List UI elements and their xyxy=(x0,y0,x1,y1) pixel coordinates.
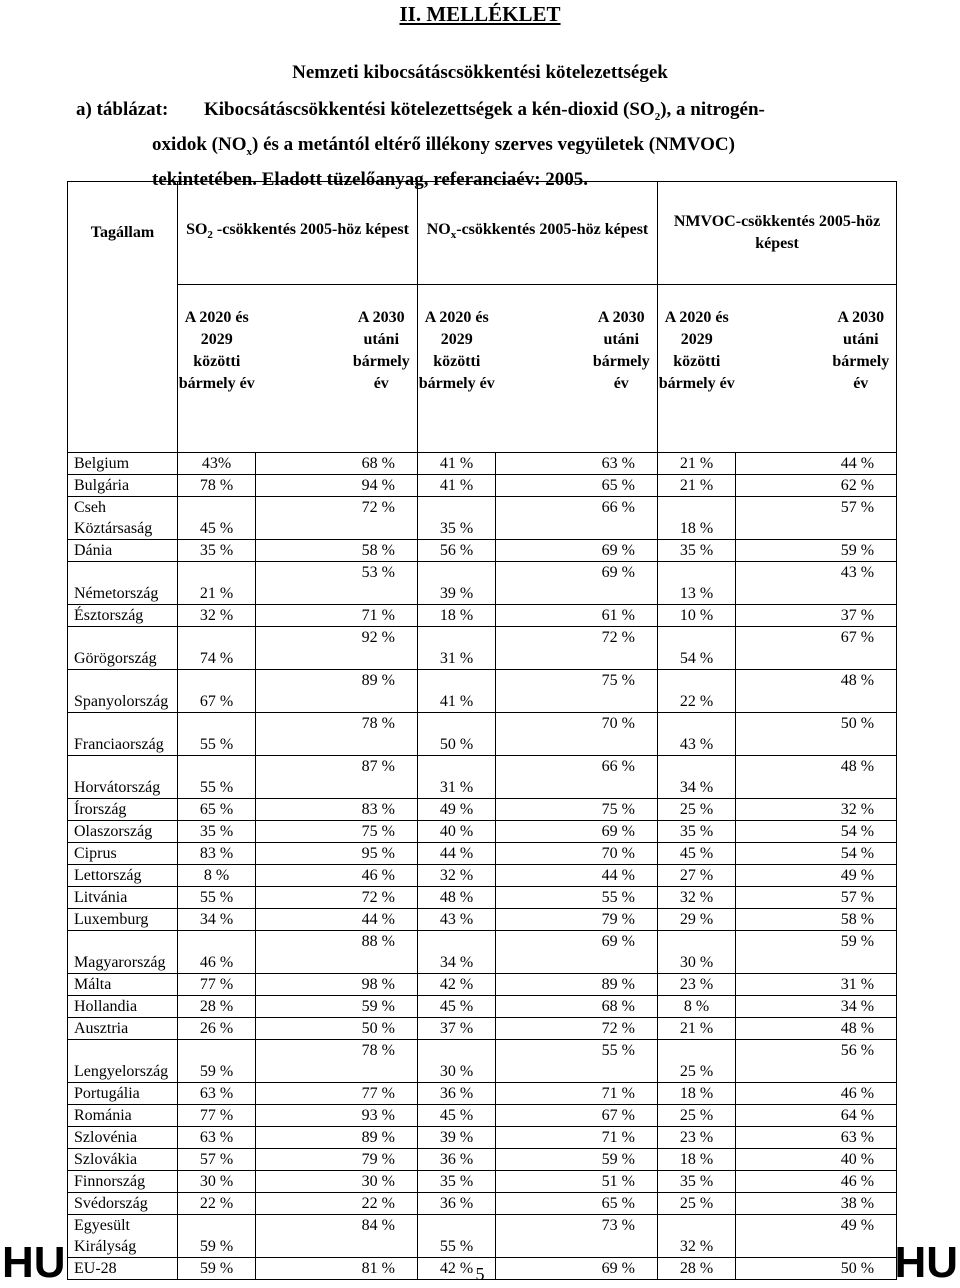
country-name: Svédország xyxy=(68,1192,178,1214)
so2-2020-value: 22 % xyxy=(178,1192,256,1214)
so2-2030-value: 30 % xyxy=(256,1170,418,1192)
nox-2030-value: 79 % xyxy=(496,908,658,930)
so2-2030-value: 84 % xyxy=(256,1214,418,1257)
so2-2020-value: 59 % xyxy=(178,1039,256,1082)
so2-2030-value: 78 % xyxy=(256,712,418,755)
so2-2020-value: 83 % xyxy=(178,842,256,864)
table-row xyxy=(68,1017,897,1039)
country-name: Ciprus xyxy=(68,842,178,864)
nox-2020-value: 45 % xyxy=(418,995,496,1017)
nox-2020-value: 31 % xyxy=(418,626,496,669)
nox-2020-value: 34 % xyxy=(418,930,496,973)
nox-2030-value: 69 % xyxy=(496,820,658,842)
table-row xyxy=(68,1039,897,1082)
so2-2020-value: 63 % xyxy=(178,1082,256,1104)
nox-2030-value: 75 % xyxy=(496,798,658,820)
header-row-1 xyxy=(68,182,897,285)
so2-2020-value: 30 % xyxy=(178,1170,256,1192)
so2-2020-value: 55 % xyxy=(178,886,256,908)
table-row xyxy=(68,496,897,539)
so2-2030-value: 83 % xyxy=(256,798,418,820)
table-row xyxy=(68,1214,897,1257)
nmvoc-2030-value: 49 % xyxy=(736,864,897,886)
nmvoc-2030-value: 57 % xyxy=(736,496,897,539)
nox-header-sub: x xyxy=(450,229,457,242)
nmvoc-2030-value: 48 % xyxy=(736,669,897,712)
so2-2030-value: 87 % xyxy=(256,755,418,798)
nox-2020-value: 35 % xyxy=(418,496,496,539)
nmvoc-2030-value: 31 % xyxy=(736,973,897,995)
emission-reduction-table xyxy=(67,181,897,1280)
nox-2020-value: 49 % xyxy=(418,798,496,820)
nox-2030-value: 68 % xyxy=(496,995,658,1017)
nmvoc-2020-value: 27 % xyxy=(658,864,736,886)
country-name: Olaszország xyxy=(68,820,178,842)
nox-2030-header: A 2030 utáni bármely év xyxy=(496,284,658,452)
country-name: Franciaország xyxy=(68,712,178,755)
nmvoc-2020-value: 29 % xyxy=(658,908,736,930)
nox-2030-value: 61 % xyxy=(496,604,658,626)
country-header: Tagállam xyxy=(68,182,178,285)
so2-2030-value: 93 % xyxy=(256,1104,418,1126)
nmvoc-2030-value: 43 % xyxy=(736,561,897,604)
nmvoc-2030-value: 38 % xyxy=(736,1192,897,1214)
table-row xyxy=(68,755,897,798)
table-row xyxy=(68,798,897,820)
nmvoc-2030-value: 62 % xyxy=(736,474,897,496)
table-row xyxy=(68,886,897,908)
country-name: Szlovénia xyxy=(68,1126,178,1148)
so2-header-b: -csökkentés 2005-höz képest xyxy=(212,221,409,239)
so2-2030-value: 75 % xyxy=(256,820,418,842)
nox-2030-value: 72 % xyxy=(496,626,658,669)
nmvoc-2020-value: 43 % xyxy=(658,712,736,755)
nox-2030-value: 70 % xyxy=(496,842,658,864)
so2-2020-value: 78 % xyxy=(178,474,256,496)
country-name: EU-28 xyxy=(68,1257,178,1279)
nmvoc-2030-value: 37 % xyxy=(736,604,897,626)
nox-2020-value: 45 % xyxy=(418,1104,496,1126)
caption-line1: Kibocsátáscsökkentési kötelezettségek a kén-dioxid (SO xyxy=(204,99,655,120)
country-header-blank xyxy=(68,284,178,452)
country-name: Litvánia xyxy=(68,886,178,908)
so2-2020-value: 35 % xyxy=(178,820,256,842)
nmvoc-2020-value: 18 % xyxy=(658,496,736,539)
table-row xyxy=(68,1192,897,1214)
country-name: Lengyelország xyxy=(68,1039,178,1082)
table-body xyxy=(68,452,897,1279)
country-name: Lettország xyxy=(68,864,178,886)
country-name: Románia xyxy=(68,1104,178,1126)
nmvoc-2020-value: 35 % xyxy=(658,820,736,842)
so2-2030-value: 59 % xyxy=(256,995,418,1017)
country-name: Spanyolország xyxy=(68,669,178,712)
nmvoc-2020-value: 23 % xyxy=(658,973,736,995)
so2-2030-value: 94 % xyxy=(256,474,418,496)
nox-2020-value: 55 % xyxy=(418,1214,496,1257)
country-name: Egyesült Királyság xyxy=(68,1214,178,1257)
table-row xyxy=(68,1170,897,1192)
nox-2030-value: 51 % xyxy=(496,1170,658,1192)
so2-2020-value: 8 % xyxy=(178,864,256,886)
document-subtitle: Nemzeti kibocsátáscsökkentési kötelezettségek xyxy=(292,62,668,83)
nmvoc-2020-value: 32 % xyxy=(658,886,736,908)
nox-2030-value: 65 % xyxy=(496,474,658,496)
table-row xyxy=(68,669,897,712)
nox-2020-value: 43 % xyxy=(418,908,496,930)
nmvoc-2020-value: 21 % xyxy=(658,452,736,474)
nox-2030-value: 66 % xyxy=(496,755,658,798)
so2-2020-value: 21 % xyxy=(178,561,256,604)
table-row xyxy=(68,1104,897,1126)
nmvoc-2020-value: 35 % xyxy=(658,539,736,561)
so2-2030-value: 95 % xyxy=(256,842,418,864)
page-number: 5 xyxy=(475,1264,485,1284)
caption-line2a: oxidok (NO xyxy=(152,133,247,155)
nmvoc-2020-value: 23 % xyxy=(658,1126,736,1148)
nox-2020-value: 36 % xyxy=(418,1192,496,1214)
nmvoc-2020-value: 32 % xyxy=(658,1214,736,1257)
nmvoc-2030-value: 48 % xyxy=(736,755,897,798)
nox-2020-value: 40 % xyxy=(418,820,496,842)
nox-2020-header: A 2020 és 2029 közötti bármely év xyxy=(418,284,496,452)
nox-header xyxy=(418,182,658,285)
nmvoc-2030-value: 46 % xyxy=(736,1170,897,1192)
so2-2020-value: 26 % xyxy=(178,1017,256,1039)
nox-2020-value: 44 % xyxy=(418,842,496,864)
nox-2020-value: 41 % xyxy=(418,452,496,474)
so2-2030-value: 72 % xyxy=(256,496,418,539)
nmvoc-2020-value: 22 % xyxy=(658,669,736,712)
so2-2030-value: 81 % xyxy=(256,1257,418,1279)
nox-2020-value: 31 % xyxy=(418,755,496,798)
caption-line2b: ) és a metántól eltérő illékony szerves vegyületek (NMVOC) xyxy=(252,133,735,155)
nox-2030-value: 70 % xyxy=(496,712,658,755)
nox-2020-value: 42 % xyxy=(418,973,496,995)
so2-2020-value: 74 % xyxy=(178,626,256,669)
nmvoc-2020-value: 10 % xyxy=(658,604,736,626)
so2-2020-value: 57 % xyxy=(178,1148,256,1170)
country-name: Belgium xyxy=(68,452,178,474)
so2-2020-value: 59 % xyxy=(178,1214,256,1257)
country-name: Görögország xyxy=(68,626,178,669)
nmvoc-2030-value: 58 % xyxy=(736,908,897,930)
caption-sub2: x xyxy=(246,145,252,158)
country-name: Finnország xyxy=(68,1170,178,1192)
nox-2030-value: 69 % xyxy=(496,561,658,604)
nox-2020-value: 39 % xyxy=(418,561,496,604)
nox-2020-value: 41 % xyxy=(418,669,496,712)
nmvoc-2030-value: 48 % xyxy=(736,1017,897,1039)
nox-2030-value: 65 % xyxy=(496,1192,658,1214)
table-row xyxy=(68,995,897,1017)
nmvoc-2020-value: 21 % xyxy=(658,474,736,496)
nmvoc-2020-value: 18 % xyxy=(658,1148,736,1170)
nmvoc-2030-value: 49 % xyxy=(736,1214,897,1257)
caption-label: a) táblázat: xyxy=(76,99,169,120)
nox-2020-value: 39 % xyxy=(418,1126,496,1148)
so2-2030-value: 22 % xyxy=(256,1192,418,1214)
so2-2030-value: 53 % xyxy=(256,561,418,604)
so2-2020-value: 77 % xyxy=(178,1104,256,1126)
nmvoc-2020-value: 30 % xyxy=(658,930,736,973)
country-name: Dánia xyxy=(68,539,178,561)
table-row xyxy=(68,539,897,561)
nmvoc-2020-value: 28 % xyxy=(658,1257,736,1279)
so2-2030-value: 78 % xyxy=(256,1039,418,1082)
so2-2030-value: 58 % xyxy=(256,539,418,561)
so2-2030-value: 71 % xyxy=(256,604,418,626)
nox-2020-value: 37 % xyxy=(418,1017,496,1039)
country-name: Bulgária xyxy=(68,474,178,496)
nox-2020-value: 50 % xyxy=(418,712,496,755)
country-name: Ausztria xyxy=(68,1017,178,1039)
so2-2020-value: 59 % xyxy=(178,1257,256,1279)
so2-2020-value: 32 % xyxy=(178,604,256,626)
nmvoc-2030-value: 64 % xyxy=(736,1104,897,1126)
so2-2030-value: 68 % xyxy=(256,452,418,474)
nmvoc-2030-value: 59 % xyxy=(736,539,897,561)
nox-2030-value: 75 % xyxy=(496,669,658,712)
annex-title: II. MELLÉKLET xyxy=(399,2,561,26)
so2-2020-header: A 2020 és 2029 közötti bármely év xyxy=(178,284,256,452)
table-caption xyxy=(76,96,896,193)
table-row xyxy=(68,604,897,626)
nmvoc-2030-value: 54 % xyxy=(736,820,897,842)
so2-2020-value: 63 % xyxy=(178,1126,256,1148)
country-name: Írország xyxy=(68,798,178,820)
so2-2030-value: 89 % xyxy=(256,1126,418,1148)
nmvoc-2020-value: 13 % xyxy=(658,561,736,604)
caption-line1b: ), a nitrogén- xyxy=(660,99,765,120)
table-row xyxy=(68,930,897,973)
nox-2020-value: 42 % xyxy=(418,1257,496,1279)
table-row xyxy=(68,864,897,886)
nmvoc-2020-value: 34 % xyxy=(658,755,736,798)
nox-2020-value: 56 % xyxy=(418,539,496,561)
so2-2020-value: 34 % xyxy=(178,908,256,930)
nox-2030-value: 89 % xyxy=(496,973,658,995)
nox-2020-value: 48 % xyxy=(418,886,496,908)
nox-2020-value: 35 % xyxy=(418,1170,496,1192)
so2-2030-value: 98 % xyxy=(256,973,418,995)
nox-2020-value: 36 % xyxy=(418,1148,496,1170)
country-name: Németország xyxy=(68,561,178,604)
nox-2020-value: 18 % xyxy=(418,604,496,626)
country-name: Szlovákia xyxy=(68,1148,178,1170)
nmvoc-2020-value: 25 % xyxy=(658,1039,736,1082)
nox-2030-value: 63 % xyxy=(496,452,658,474)
nox-2020-value: 30 % xyxy=(418,1039,496,1082)
so2-2030-value: 72 % xyxy=(256,886,418,908)
nox-2030-value: 69 % xyxy=(496,930,658,973)
nmvoc-2030-value: 50 % xyxy=(736,712,897,755)
so2-2020-value: 43% xyxy=(178,452,256,474)
nox-2030-value: 59 % xyxy=(496,1148,658,1170)
nmvoc-2030-value: 59 % xyxy=(736,930,897,973)
so2-2020-value: 77 % xyxy=(178,973,256,995)
table-row xyxy=(68,712,897,755)
nmvoc-2020-value: 21 % xyxy=(658,1017,736,1039)
so2-header-sub: 2 xyxy=(207,229,213,242)
so2-2030-header: A 2030 utáni bármely év xyxy=(256,284,418,452)
table-row xyxy=(68,1148,897,1170)
table-row xyxy=(68,452,897,474)
so2-header-a: SO xyxy=(186,221,208,239)
country-name: Cseh Köztársaság xyxy=(68,496,178,539)
nox-2030-value: 73 % xyxy=(496,1214,658,1257)
so2-2020-value: 67 % xyxy=(178,669,256,712)
nox-2020-value: 41 % xyxy=(418,474,496,496)
nmvoc-2030-value: 40 % xyxy=(736,1148,897,1170)
so2-2030-value: 89 % xyxy=(256,669,418,712)
nmvoc-2030-value: 32 % xyxy=(736,798,897,820)
nox-2030-value: 55 % xyxy=(496,886,658,908)
nmvoc-header: NMVOC-csökkentés 2005-höz képest xyxy=(658,182,897,285)
country-name: Hollandia xyxy=(68,995,178,1017)
nmvoc-2020-value: 8 % xyxy=(658,995,736,1017)
table-row xyxy=(68,626,897,669)
caption-sub1: 2 xyxy=(654,110,661,123)
country-name: Magyarország xyxy=(68,930,178,973)
so2-2030-value: 79 % xyxy=(256,1148,418,1170)
so2-2020-value: 45 % xyxy=(178,496,256,539)
country-name: Málta xyxy=(68,973,178,995)
nox-2030-value: 67 % xyxy=(496,1104,658,1126)
so2-header xyxy=(178,182,418,285)
so2-2020-value: 55 % xyxy=(178,712,256,755)
table-row xyxy=(68,973,897,995)
nmvoc-2020-value: 45 % xyxy=(658,842,736,864)
caption-line3: tekintetében. Eladott tüzelőanyag, referanciaév: 2005. xyxy=(152,168,589,190)
nox-2030-value: 69 % xyxy=(496,539,658,561)
nmvoc-2020-value: 25 % xyxy=(658,1192,736,1214)
country-name: Horvátország xyxy=(68,755,178,798)
nmvoc-2020-value: 18 % xyxy=(658,1082,736,1104)
nmvoc-2030-value: 34 % xyxy=(736,995,897,1017)
nmvoc-2030-header: A 2030 utáni bármely év xyxy=(736,284,897,452)
so2-2030-value: 46 % xyxy=(256,864,418,886)
nox-2030-value: 69 % xyxy=(496,1257,658,1279)
nox-2030-value: 44 % xyxy=(496,864,658,886)
nox-2020-value: 36 % xyxy=(418,1082,496,1104)
nmvoc-2030-value: 50 % xyxy=(736,1257,897,1279)
table-row xyxy=(68,1126,897,1148)
nmvoc-2020-value: 54 % xyxy=(658,626,736,669)
table-row xyxy=(68,1082,897,1104)
so2-2020-value: 65 % xyxy=(178,798,256,820)
so2-2020-value: 28 % xyxy=(178,995,256,1017)
nox-header-b: -csökkentés 2005-höz képest xyxy=(456,221,649,239)
nmvoc-2030-value: 44 % xyxy=(736,452,897,474)
nmvoc-2020-value: 25 % xyxy=(658,1104,736,1126)
nox-2030-value: 66 % xyxy=(496,496,658,539)
so2-2030-value: 77 % xyxy=(256,1082,418,1104)
so2-2020-value: 46 % xyxy=(178,930,256,973)
nmvoc-2020-value: 25 % xyxy=(658,798,736,820)
table-row xyxy=(68,842,897,864)
nox-2020-value: 32 % xyxy=(418,864,496,886)
nmvoc-2030-value: 67 % xyxy=(736,626,897,669)
footer-left-label: HU xyxy=(2,1238,66,1287)
country-name: Luxemburg xyxy=(68,908,178,930)
header-row-2 xyxy=(68,284,897,452)
nmvoc-2020-header: A 2020 és 2029 közötti bármely év xyxy=(658,284,736,452)
country-name: Portugália xyxy=(68,1082,178,1104)
nox-header-a: NO xyxy=(426,221,451,239)
nox-2030-value: 71 % xyxy=(496,1082,658,1104)
so2-2030-value: 88 % xyxy=(256,930,418,973)
so2-2020-value: 35 % xyxy=(178,539,256,561)
table-row xyxy=(68,820,897,842)
country-name: Észtország xyxy=(68,604,178,626)
footer-right-label: HU xyxy=(894,1238,958,1287)
table-row xyxy=(68,474,897,496)
nmvoc-2030-value: 63 % xyxy=(736,1126,897,1148)
nox-2030-value: 71 % xyxy=(496,1126,658,1148)
nox-2030-value: 72 % xyxy=(496,1017,658,1039)
nmvoc-2020-value: 35 % xyxy=(658,1170,736,1192)
nox-2030-value: 55 % xyxy=(496,1039,658,1082)
nmvoc-2030-value: 57 % xyxy=(736,886,897,908)
nmvoc-2030-value: 56 % xyxy=(736,1039,897,1082)
so2-2030-value: 44 % xyxy=(256,908,418,930)
table-row xyxy=(68,908,897,930)
nmvoc-2030-value: 46 % xyxy=(736,1082,897,1104)
so2-2030-value: 92 % xyxy=(256,626,418,669)
nmvoc-2030-value: 54 % xyxy=(736,842,897,864)
so2-2020-value: 55 % xyxy=(178,755,256,798)
table-row xyxy=(68,561,897,604)
so2-2030-value: 50 % xyxy=(256,1017,418,1039)
